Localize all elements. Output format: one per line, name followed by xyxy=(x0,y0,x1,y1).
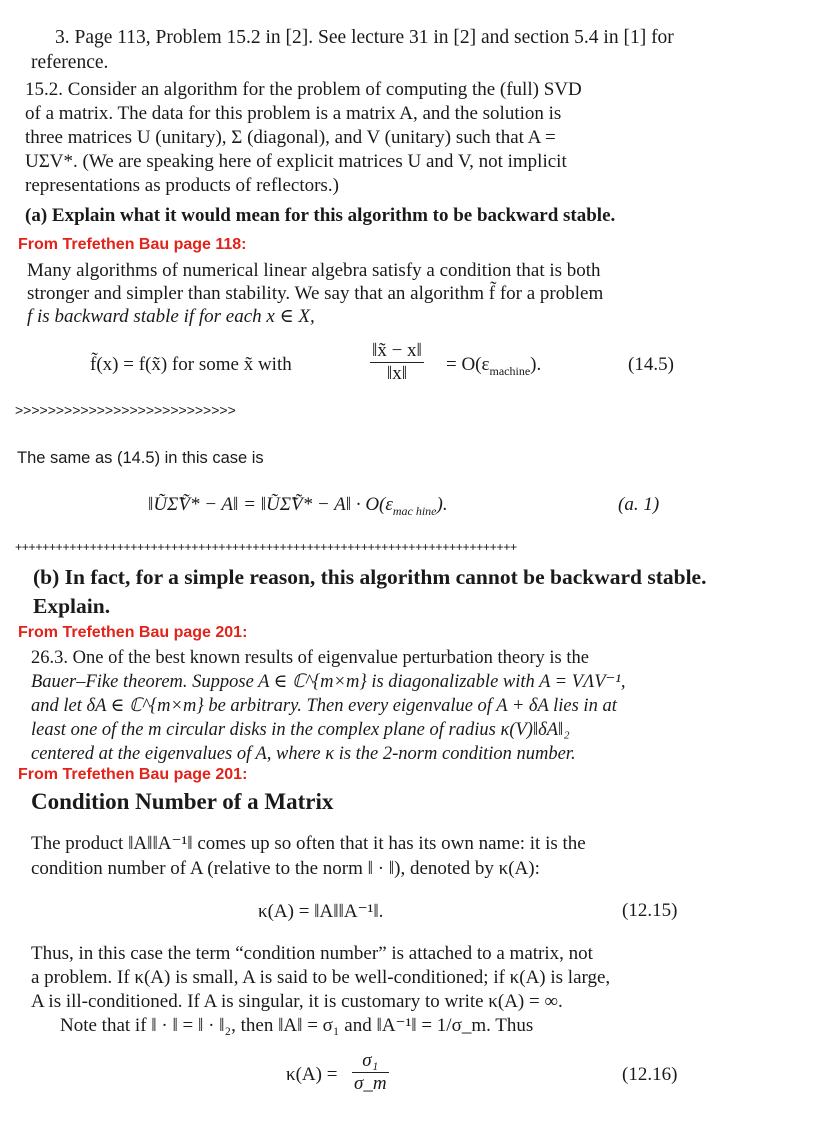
same-as-text: The same as (14.5) in this case is xyxy=(17,449,264,467)
ref-label-118: From Trefethen Bau page 118: xyxy=(18,236,247,253)
eq-14-5-left: f̃(x) = f(x̃) for some x̃ with xyxy=(90,354,292,375)
eq-12-16-numerator: σ₁ xyxy=(352,1050,389,1073)
eq-14-5-denominator: ‖x‖ xyxy=(386,363,408,384)
intro-line-1: 3. Page 113, Problem 15.2 in [2]. See lecture 31 in [2] and section 5.4 in [1] for xyxy=(55,27,674,48)
part-b-line-2: Explain. xyxy=(33,594,111,618)
eq-12-16-denominator: σ_m xyxy=(354,1073,387,1094)
ref3-line: A is ill-conditioned. If A is singular, it is customary to write κ(A) = ∞. xyxy=(31,991,563,1012)
problem-line: of a matrix. The data for this problem is a matrix A, and the solution is xyxy=(25,103,562,124)
condition-number-heading: Condition Number of a Matrix xyxy=(31,789,334,814)
eq-a1-main: ‖ŨΣ̃Ṽ* − A‖ = ‖ŨΣ̃Ṽ* − A‖ · O(ε xyxy=(148,494,393,515)
problem-line: three matrices U (unitary), Σ (diagonal), and V (unitary) such that A = xyxy=(25,127,556,148)
ref1-line: Many algorithms of numerical linear algebra satisfy a condition that is both xyxy=(27,260,601,281)
eq-12-16-fraction xyxy=(352,1050,389,1095)
part-a: (a) Explain what it would mean for this algorithm to be backward stable. xyxy=(25,205,616,226)
separator-plus: ++++++++++++++++++++++++++++++++++++++++++++++++++++++++++++++++++++++++++ xyxy=(15,540,517,554)
eq-a1-label: (a. 1) xyxy=(618,494,660,515)
eq-12-15-label: (12.15) xyxy=(622,900,678,921)
eq-a1-sub: mac hine xyxy=(392,503,437,518)
equation-12-15: κ(A) = ‖A‖‖A⁻¹‖. xyxy=(258,901,384,922)
eq-a1-text xyxy=(148,494,448,519)
ref1-line: f is backward stable if for each x ∈ X, xyxy=(27,306,315,327)
ref2-line: Bauer–Fike theorem. Suppose A ∈ ℂ^{m×m} is diagonalizable with A = VΛV⁻¹, xyxy=(31,672,626,692)
eq-12-16-label: (12.16) xyxy=(622,1064,678,1085)
ref3-line: Note that if ‖ · ‖ = ‖ · ‖₂, then ‖A‖ = σ₁ and ‖A⁻¹‖ = 1/σ_m. Thus xyxy=(60,1015,534,1036)
eq-14-5-end: ). xyxy=(530,354,542,375)
ref3-line: Thus, in this case the term “condition number” is attached to a matrix, not xyxy=(31,943,593,964)
ref1-line: stronger and simpler than stability. We say that an algorithm f̃ for a problem xyxy=(27,283,604,304)
separator-arrows: >>>>>>>>>>>>>>>>>>>>>>>>>>> xyxy=(15,402,236,418)
eq-14-5-label: (14.5) xyxy=(628,354,674,375)
problem-line: representations as products of reflectors.) xyxy=(25,175,339,196)
eq-14-5-right xyxy=(446,354,541,379)
eq-12-16-left: κ(A) = xyxy=(286,1064,338,1085)
equation-a-1 xyxy=(148,494,688,524)
ref-label-201-a: From Trefethen Bau page 201: xyxy=(18,624,248,641)
ref3-line: The product ‖A‖‖A⁻¹‖ comes up so often that it has its own name: it is the xyxy=(31,833,586,854)
ref2-line: centered at the eigenvalues of A, where κ is the 2-norm condition number. xyxy=(31,744,576,764)
ref3-line: a problem. If κ(A) is small, A is said to be well-conditioned; if κ(A) is large, xyxy=(31,967,611,988)
ref-label-201-b: From Trefethen Bau page 201: xyxy=(18,766,248,783)
eq-14-5-numerator: ‖x̃ − x‖ xyxy=(372,340,422,361)
problem-line: 15.2. Consider an algorithm for the problem of computing the (full) SVD xyxy=(25,79,582,100)
intro-line-2: reference. xyxy=(31,52,109,73)
ref2-line: 26.3. One of the best known results of eigenvalue perturbation theory is the xyxy=(31,648,589,668)
eq-14-5-right-text: = O(ε xyxy=(446,354,490,375)
eq-14-5-sub: machine xyxy=(489,363,531,378)
ref2-line: and let δA ∈ ℂ^{m×m} be arbitrary. Then every eigenvalue of A + δA lies in at xyxy=(31,696,617,716)
ref2-line: least one of the m circular disks in the complex plane of radius κ(V)‖δA‖₂ xyxy=(31,720,570,740)
equation-14-5 xyxy=(90,340,790,392)
equation-12-16 xyxy=(286,1050,706,1102)
eq-14-5-fraction xyxy=(370,340,424,385)
ref3-line: condition number of A (relative to the norm ‖ · ‖), denoted by κ(A): xyxy=(31,858,540,879)
problem-line: UΣV*. (We are speaking here of explicit matrices U and V, not implicit xyxy=(25,151,567,172)
eq-a1-end: ). xyxy=(436,494,448,515)
part-b-line-1: (b) In fact, for a simple reason, this algorithm cannot be backward stable. xyxy=(33,565,707,589)
